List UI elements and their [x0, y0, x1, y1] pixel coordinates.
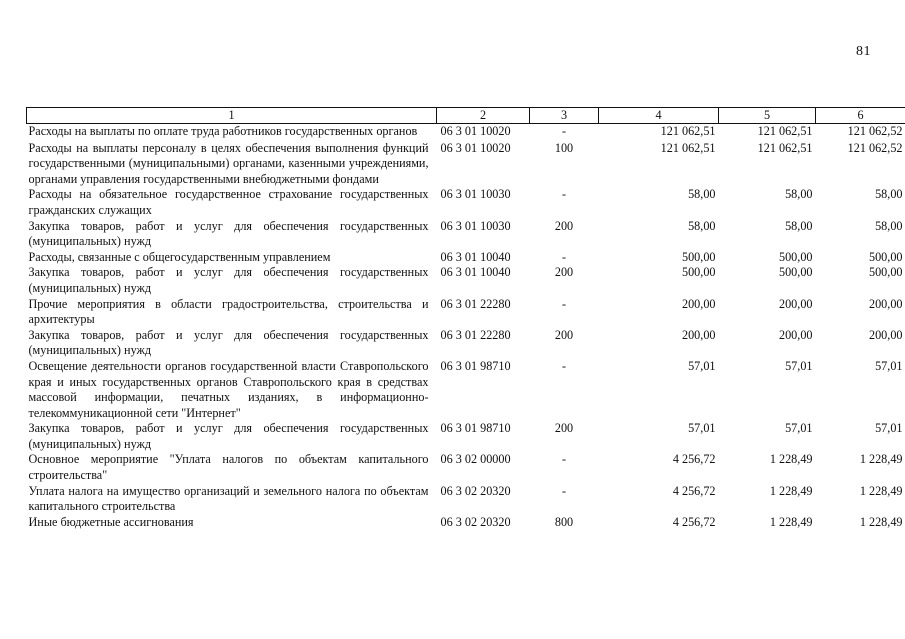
row-value-5: 57,01: [785, 358, 813, 373]
table-header-row: [27, 108, 905, 124]
table-row: [27, 328, 905, 359]
row-value-6: 500,00: [868, 265, 903, 280]
row-value-5: 57,01: [785, 421, 813, 436]
row-description: Расходы на обязательное государственное страхование государственных гражданских служащих: [28, 187, 429, 217]
row-code: 06 3 02 20320: [440, 514, 511, 529]
row-expense-type: 800: [554, 514, 574, 529]
table-row: [27, 359, 905, 421]
row-code: 06 3 01 10020: [440, 124, 511, 138]
row-value-5: 58,00: [785, 187, 813, 202]
row-value-4: 4 256,72: [672, 452, 716, 467]
row-value-6: 57,01: [875, 358, 903, 373]
table-row: [27, 297, 905, 328]
row-expense-type: -: [561, 187, 567, 202]
row-value-6: 500,00: [868, 249, 903, 264]
row-description: Освещение деятельности органов государственной власти Ставропольского края и иных государственных органов Ставропольского края в средствах массовой информации, печатных изданиях, в информационно-телекоммуникационной сети "Интернет": [28, 358, 429, 420]
row-value-5: 58,00: [785, 218, 813, 233]
table-row: [27, 124, 905, 140]
row-value-5: 500,00: [778, 249, 813, 264]
table-row: [27, 484, 905, 515]
row-value-4: 500,00: [681, 265, 716, 280]
table-row: [27, 250, 905, 266]
row-expense-type: 200: [554, 265, 574, 280]
row-value-5: 1 228,49: [769, 452, 813, 467]
row-description: Расходы на выплаты по оплате труда работников государственных органов: [28, 124, 418, 138]
row-value-6: 200,00: [868, 327, 903, 342]
row-value-6: 1 228,49: [859, 483, 903, 498]
row-code: 06 3 01 10030: [440, 218, 511, 233]
row-value-5: 1 228,49: [769, 514, 813, 529]
row-value-4: 57,01: [688, 421, 716, 436]
row-expense-type: 100: [554, 140, 574, 155]
table-row: [27, 187, 905, 218]
row-value-5: 121 062,51: [757, 140, 813, 155]
row-value-6: 121 062,52: [847, 124, 903, 138]
row-description: Прочие мероприятия в области градостроительства, строительства и архитектуры: [28, 296, 429, 327]
row-code: 06 3 02 20320: [440, 483, 511, 498]
page-number: 81: [856, 44, 871, 59]
row-value-6: 200,00: [868, 296, 903, 311]
row-value-5: 121 062,51: [757, 124, 813, 138]
row-code: 06 3 01 98710: [440, 421, 511, 436]
row-code: 06 3 01 10040: [440, 265, 511, 280]
row-value-4: 121 062,51: [660, 140, 716, 155]
row-description: Закупка товаров, работ и услуг для обеспечения государственных (муниципальных) нужд: [28, 218, 429, 249]
row-value-5: 1 228,49: [769, 483, 813, 498]
row-value-4: 4 256,72: [672, 514, 716, 529]
row-description: Основное мероприятие "Уплата налогов по объектам капитального строительства": [28, 452, 429, 483]
row-value-4: 200,00: [681, 296, 716, 311]
row-value-5: 200,00: [778, 296, 813, 311]
row-code: 06 3 02 00000: [440, 452, 511, 467]
table-row: [27, 421, 905, 452]
row-expense-type: -: [561, 483, 567, 498]
row-description: Закупка товаров, работ и услуг для обеспечения государственных (муниципальных) нужд: [28, 327, 429, 358]
table-row: [27, 515, 905, 531]
row-value-4: 200,00: [681, 327, 716, 342]
row-value-6: 58,00: [875, 187, 903, 202]
row-value-4: 121 062,51: [660, 124, 716, 138]
row-value-4: 4 256,72: [672, 483, 716, 498]
column-header-4: 4: [599, 108, 719, 124]
budget-table: [26, 107, 905, 530]
row-code: 06 3 01 98710: [440, 358, 511, 373]
row-value-6: 1 228,49: [859, 514, 903, 529]
table-row: [27, 219, 905, 250]
row-expense-type: 200: [554, 218, 574, 233]
row-description: Уплата налога на имущество организаций и земельного налога по объектам капитального строительства: [28, 483, 429, 514]
row-expense-type: -: [561, 452, 567, 467]
row-expense-type: 200: [554, 327, 574, 342]
row-value-5: 500,00: [778, 265, 813, 280]
row-value-6: 1 228,49: [859, 452, 903, 467]
row-description: Закупка товаров, работ и услуг для обеспечения государственных (муниципальных) нужд: [28, 265, 429, 295]
row-code: 06 3 01 10040: [440, 249, 511, 264]
row-value-4: 58,00: [688, 187, 716, 202]
row-description: Закупка товаров, работ и услуг для обеспечения государственных (муниципальных) нужд: [28, 421, 429, 451]
column-header-5: 5: [719, 108, 816, 124]
row-value-4: 500,00: [681, 249, 716, 264]
row-description: Расходы на выплаты персоналу в целях обеспечения выполнения функций государственными (муниципальными) органами, казенными учреждениями, органами управления государственными внебюджетными фондами: [28, 140, 429, 186]
row-value-4: 58,00: [688, 218, 716, 233]
column-header-1: 1: [27, 108, 437, 124]
row-value-6: 121 062,52: [847, 140, 903, 155]
table-row: [27, 265, 905, 296]
column-header-6: 6: [816, 108, 905, 124]
column-header-3: 3: [530, 108, 599, 124]
table-row: [27, 140, 905, 188]
table-row: [27, 452, 905, 483]
row-expense-type: 200: [554, 421, 574, 436]
row-description: Расходы, связанные с общегосударственным управлением: [28, 249, 331, 264]
row-value-4: 57,01: [688, 358, 716, 373]
row-code: 06 3 01 22280: [440, 296, 511, 311]
row-code: 06 3 01 10020: [440, 140, 511, 155]
row-value-5: 200,00: [778, 327, 813, 342]
row-expense-type: -: [561, 124, 567, 138]
row-value-6: 57,01: [875, 421, 903, 436]
row-expense-type: -: [561, 296, 567, 311]
row-description: Иные бюджетные ассигнования: [28, 514, 194, 529]
row-code: 06 3 01 22280: [440, 327, 511, 342]
row-value-6: 58,00: [875, 218, 903, 233]
row-expense-type: -: [561, 358, 567, 373]
column-header-2: 2: [437, 108, 530, 124]
row-expense-type: -: [561, 249, 567, 264]
row-code: 06 3 01 10030: [440, 187, 511, 202]
